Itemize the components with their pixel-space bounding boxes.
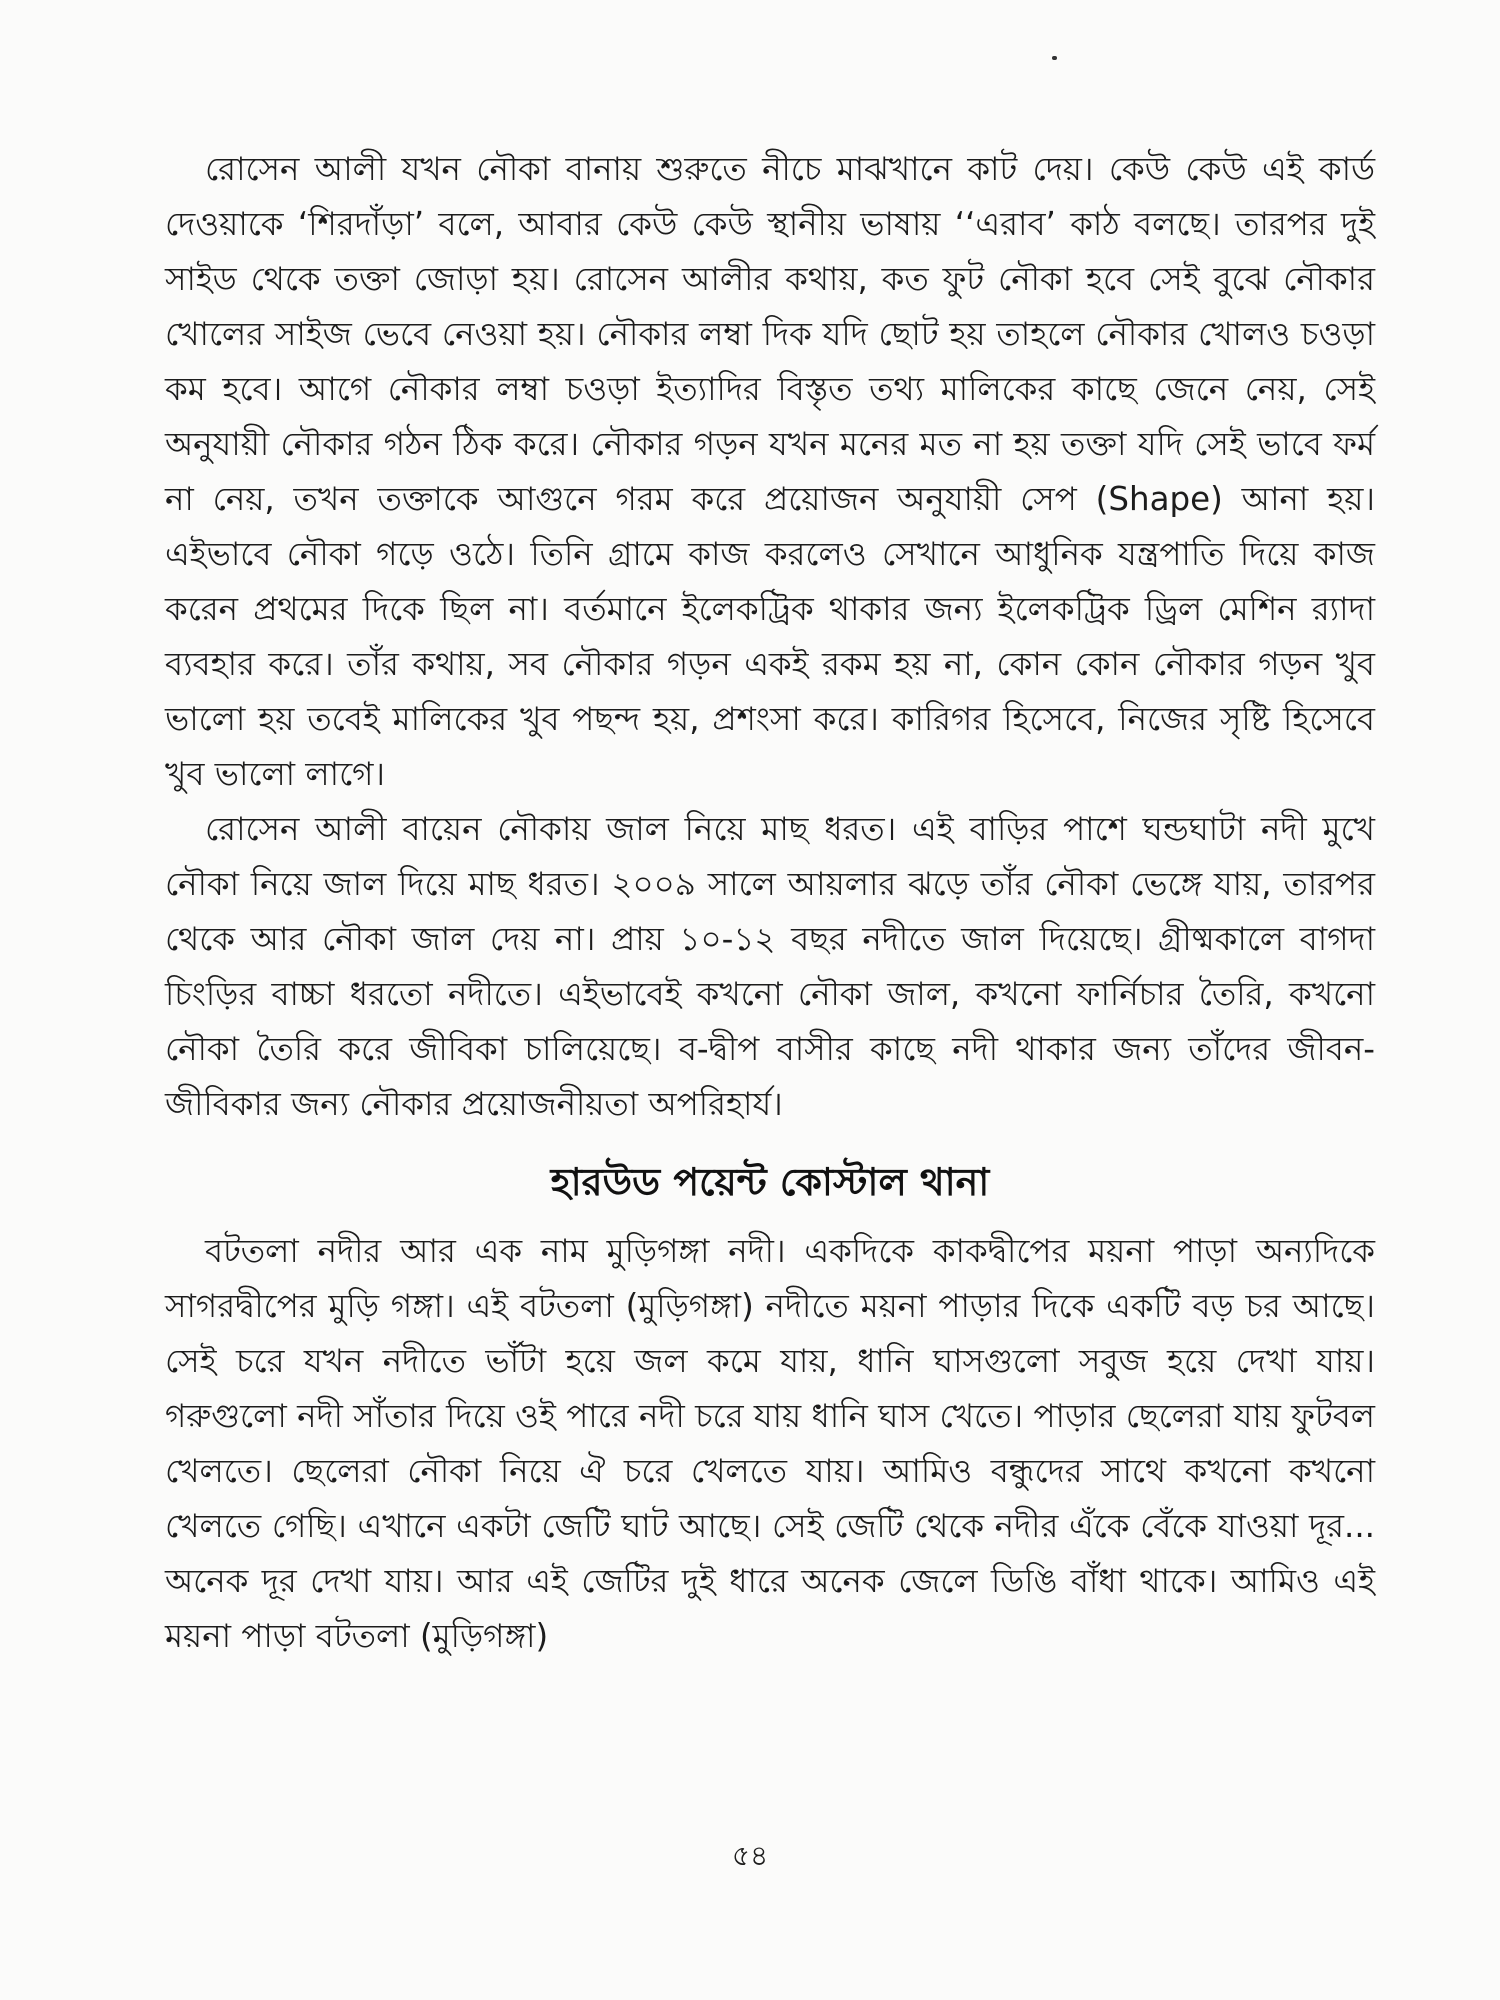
section-heading: হারউড পয়েন্ট কোস্টাল থানা — [550, 1160, 990, 1204]
page-number: ৫৪ — [731, 1839, 769, 1872]
paragraph-river: বটতলা নদীর আর এক নাম মুড়িগঙ্গা নদী। একদিকে কাকদ্বীপের ময়না পাড়া অন্যদিকে সাগরদ্বীপের মুড়ি গঙ্গা। এই বটতলা (মুড়িগঙ্গা) নদীতে ময়না পাড়ার দিকে একটি বড় চর আছে। সেই চরে যখন নদীতে ভাঁটা হয়ে জল কমে যায়, ধানি ঘাসগুলো সবুজ হয়ে দেখা যায়। গরুগুলো নদী সাঁতার দিয়ে ওই পারে নদী চরে যায় ধানি ঘাস খেতে। পাড়ার ছেলেরা যায় ফুটবল খেলতে। ছেলেরা নৌকা নিয়ে ঐ চরে খেলতে যায়। আমিও বন্ধুদের সাথে কখনো কখনো খেলতে গেছি। এখানে একটা জেটি ঘাট আছে। সেই জেটি থেকে নদীর এঁকে বেঁকে যাওয়া দূর... অনেক দূর দেখা যায়। আর এই জেটির দুই ধারে অনেক জেলে ডিঙি বাঁধা থাকে। আমিও এই ময়না পাড়া বটতলা (মুড়িগঙ্গা) — [165, 1232, 1375, 1655]
paragraph-boat-building: রোসেন আলী যখন নৌকা বানায় শুরুতে নীচে মাঝখানে কাট দেয়। কেউ কেউ এই কার্ড দেওয়াকে ‘শিরদাঁড়া’ বলে, আবার কেউ কেউ স্থানীয় ভাষায় ‘‘এরাব’ কাঠ বলছে। তারপর দুই সাইড থেকে তক্তা জোড়া হয়। রোসেন আলীর কথায়, কত ফুট নৌকা হবে সেই বুঝে নৌকার খোলের সাইজ ভেবে নেওয়া হয়। নৌকার লম্বা দিক যদি ছোট হয় তাহলে নৌকার খোলও চওড়া কম হবে। আগে নৌকার লম্বা চওড়া ইত্যাদির বিস্তৃত তথ্য মালিকের কাছে জেনে নেয়, সেই অনুযায়ী নৌকার গঠন ঠিক করে। নৌকার গড়ন যখন মনের মত না হয় তক্তা যদি সেই ভাবে ফর্ম না নেয়, তখন তক্তাকে আগুনে গরম করে প্রয়োজন অনুযায়ী সেপ (Shape) আনা হয়। এইভাবে নৌকা গড়ে ওঠে। তিনি গ্রামে কাজ করলেও সেখানে আধুনিক যন্ত্রপাতি দিয়ে কাজ করেন প্রথমের দিকে ছিল না। বর্তমানে ইলেকট্রিক থাকার জন্য ইলেকট্রিক ড্রিল মেশিন র‍্যাদা ব্যবহার করে। তাঁর কথায়, সব নৌকার গড়ন একই রকম হয় না, কোন কোন নৌকার গড়ন খুব ভালো হয় তবেই মালিকের খুব পছন্দ হয়, প্রশংসা করে। কারিগর হিসেবে, নিজের সৃষ্টি হিসেবে খুব ভালো লাগে। — [165, 150, 1375, 793]
paragraph-fishing: রোসেন আলী বায়েন নৌকায় জাল নিয়ে মাছ ধরত। এই বাড়ির পাশে ঘন্ডঘাটা নদী মুখে নৌকা নিয়ে জাল দিয়ে মাছ ধরত। ২০০৯ সালে আয়লার ঝড়ে তাঁর নৌকা ভেঙ্গে যায়, তারপর থেকে আর নৌকা জাল দেয় না। প্রায় ১০-১২ বছর নদীতে জাল দিয়েছে। গ্রীষ্মকালে বাগদা চিংড়ির বাচ্চা ধরতো নদীতে। এইভাবেই কখনো নৌকা জাল, কখনো ফার্নিচার তৈরি, কখনো নৌকা তৈরি করে জীবিকা চালিয়েছে। ব-দ্বীপ বাসীর কাছে নদী থাকার জন্য তাঁদের জীবন-জীবিকার জন্য নৌকার প্রয়োজনীয়তা অপরিহার্য। — [165, 810, 1375, 1123]
ink-speck — [1052, 56, 1057, 60]
page-body — [165, 142, 1375, 1664]
